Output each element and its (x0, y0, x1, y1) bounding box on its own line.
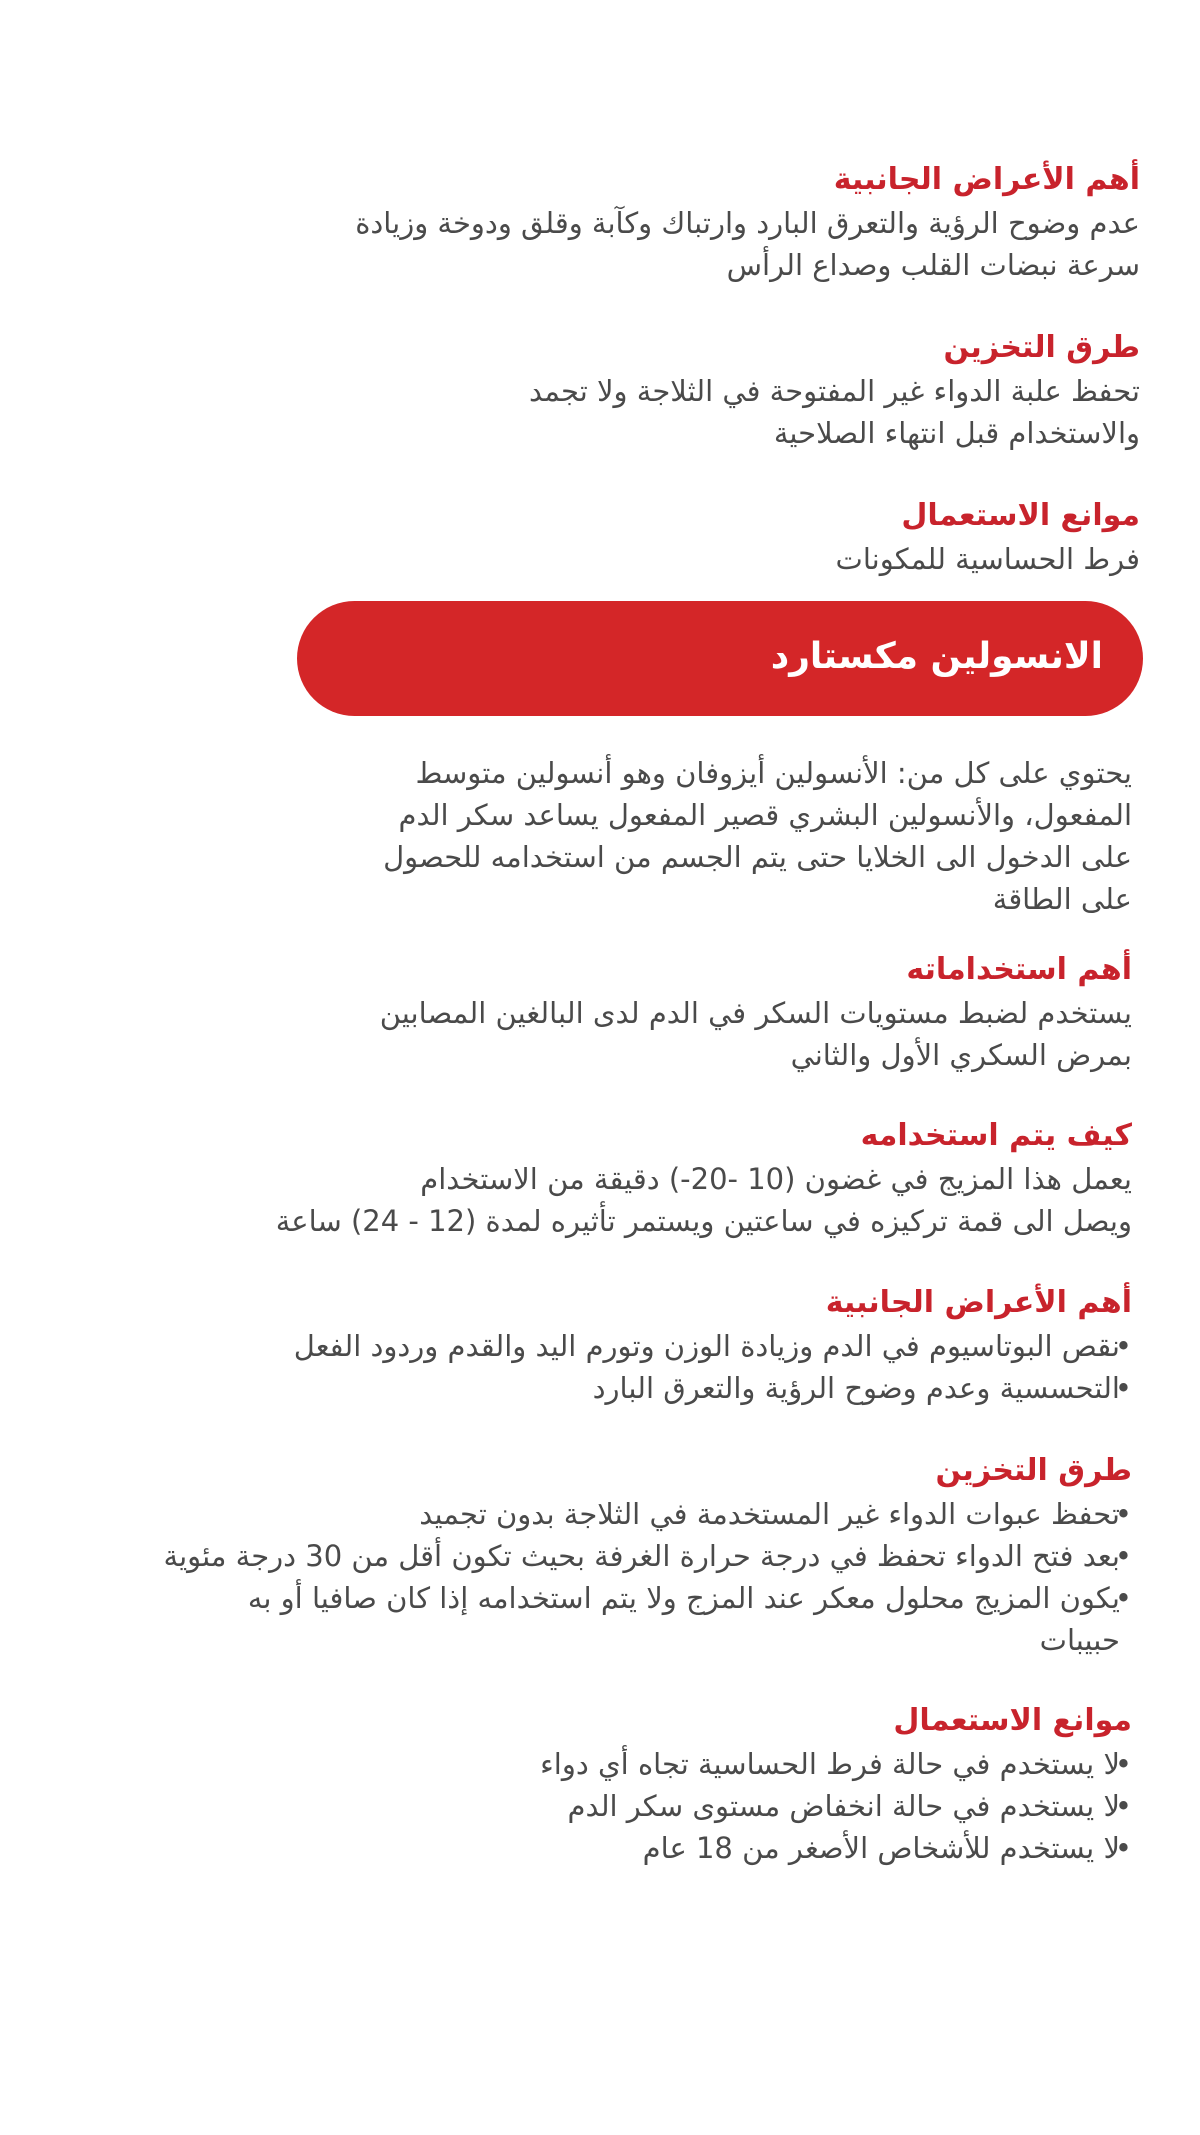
intro-line: على الدخول الى الخلايا حتى يتم الجسم من استخدامه للحصول (383, 840, 1132, 874)
prev-contraindications-section (240, 494, 1140, 580)
side-effects-item-text: نقص البوتاسيوم في الدم وزيادة الوزن وتورم اليد والقدم وردود الفعل (293, 1329, 1120, 1363)
prev-contraindications-line: فرط الحساسية للمكونات (835, 542, 1140, 576)
side-effects-item (52, 1367, 1132, 1409)
product-intro-section (232, 752, 1132, 920)
storage-item (52, 1535, 1132, 1577)
storage-list (52, 1493, 1132, 1661)
prev-storage-heading: طرق التخزين (943, 330, 1140, 365)
uses-line: يستخدم لضبط مستويات السكر في الدم لدى البالغين المصابين (379, 996, 1132, 1030)
storage-item-text: تحفظ عبوات الدواء غير المستخدمة في الثلاجة بدون تجميد (419, 1497, 1120, 1531)
contraindications-heading: موانع الاستعمال (893, 1703, 1132, 1738)
contraindications-item (232, 1743, 1132, 1785)
storage-item (52, 1493, 1132, 1535)
prev-storage-line: تحفظ علبة الدواء غير المفتوحة في الثلاجة ولا تجمد (529, 374, 1140, 408)
bullet-dot-icon: • (1114, 1581, 1132, 1615)
side-effects-item (52, 1325, 1132, 1367)
contraindications-item-text: لا يستخدم للأشخاص الأصغر من 18 عام (642, 1831, 1120, 1865)
bullet-dot-icon: • (1114, 1497, 1132, 1531)
intro-line: المفعول، والأنسولين البشري قصير المفعول يساعد سكر الدم (398, 798, 1132, 832)
how-used-section (72, 1114, 1132, 1242)
prev-storage-section (240, 326, 1140, 454)
prev-side-effects-line: عدم وضوح الرؤية والتعرق البارد وارتباك وكآبة وقلق ودوخة وزيادة (355, 206, 1140, 240)
storage-item (160, 1577, 1132, 1661)
contraindications-list (232, 1743, 1132, 1869)
prev-contraindications-heading: موانع الاستعمال (901, 498, 1140, 533)
side-effects-heading: أهم الأعراض الجانبية (825, 1285, 1132, 1320)
uses-line: بمرض السكري الأول والثاني (790, 1038, 1132, 1072)
prev-side-effects-section (240, 158, 1140, 286)
bullet-dot-icon: • (1114, 1747, 1132, 1781)
contraindications-item (232, 1827, 1132, 1869)
intro-line: على الطاقة (992, 882, 1132, 916)
bullet-dot-icon: • (1114, 1329, 1132, 1363)
contraindications-section (232, 1699, 1132, 1869)
how-used-line: يعمل هذا المزيج في غضون (10 -20-) دقيقة من الاستخدام (420, 1162, 1132, 1196)
storage-item-text: يكون المزيج محلول معكر عند المزج ولا يتم استخدامه إذا كان صافيا أو به حبيبات (247, 1581, 1120, 1657)
uses-section (232, 948, 1132, 1076)
storage-heading: طرق التخزين (935, 1453, 1132, 1488)
uses-heading: أهم استخداماته (906, 952, 1132, 987)
contraindications-item-text: لا يستخدم في حالة انخفاض مستوى سكر الدم (567, 1789, 1120, 1823)
storage-item-text: بعد فتح الدواء تحفظ في درجة حرارة الغرفة بحيث تكون أقل من 30 درجة مئوية (163, 1539, 1120, 1573)
intro-line: يحتوي على كل من: الأنسولين أيزوفان وهو أنسولين متوسط (415, 756, 1132, 790)
how-used-line: ويصل الى قمة تركيزه في ساعتين ويستمر تأثيره لمدة (12 - 24) ساعة (275, 1204, 1132, 1238)
contraindications-item-text: لا يستخدم في حالة فرط الحساسية تجاه أي دواء (540, 1747, 1120, 1781)
prev-side-effects-heading: أهم الأعراض الجانبية (833, 162, 1140, 197)
contraindications-item (232, 1785, 1132, 1827)
side-effects-list (52, 1325, 1132, 1409)
how-used-heading: كيف يتم استخدامه (860, 1118, 1132, 1153)
product-title: الانسولين مكستارد (770, 636, 1103, 677)
prev-storage-line: والاستخدام قبل انتهاء الصلاحية (773, 416, 1140, 450)
prev-side-effects-line: سرعة نبضات القلب وصداع الرأس (726, 248, 1140, 282)
bullet-dot-icon: • (1114, 1831, 1132, 1865)
side-effects-item-text: التحسسية وعدم وضوح الرؤية والتعرق البارد (592, 1371, 1120, 1405)
side-effects-section (52, 1281, 1132, 1409)
bullet-dot-icon: • (1114, 1539, 1132, 1573)
product-title-banner (297, 601, 1143, 716)
bullet-dot-icon: • (1114, 1371, 1132, 1405)
storage-section (52, 1449, 1132, 1661)
bullet-dot-icon: • (1114, 1789, 1132, 1823)
